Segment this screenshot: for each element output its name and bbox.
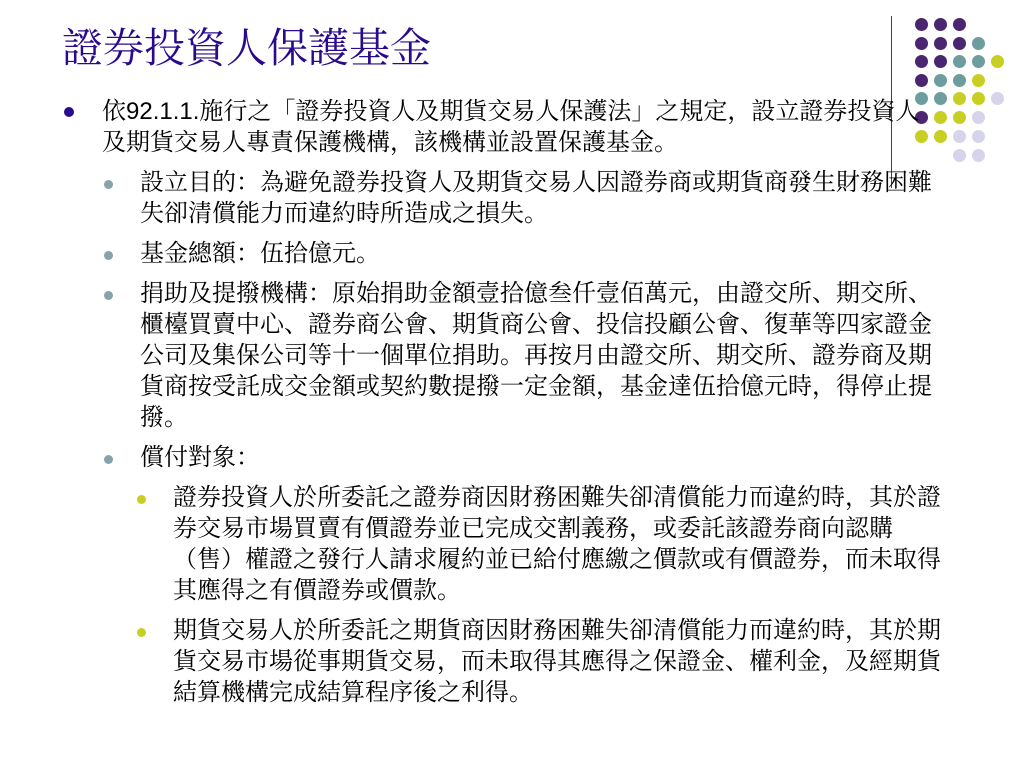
slide-body bbox=[62, 96, 962, 718]
decorative-dot bbox=[934, 18, 947, 31]
decorative-dot bbox=[972, 111, 985, 124]
bullet-icon bbox=[137, 495, 146, 504]
bullet-text: 期貨交易人於所委託之期貨商因財務困難失卻清償能力而違約時，其於期貨交易市場從事期貨交易，而未取得其應得之保證金、權利金，及經期貨結算機構完成結算程序後之利得。 bbox=[173, 618, 941, 706]
decorative-dot bbox=[934, 55, 947, 68]
bullet-text: 基金總額：伍拾億元。 bbox=[140, 241, 380, 267]
bullet-item-futures-traders bbox=[62, 616, 943, 709]
bullet-item-compensation-targets bbox=[62, 443, 942, 474]
decorative-dot bbox=[972, 74, 985, 87]
bullet-item-level1 bbox=[62, 96, 936, 159]
decorative-dot bbox=[915, 37, 928, 50]
decorative-dot bbox=[953, 37, 966, 50]
decorative-dot bbox=[972, 149, 985, 162]
bullet-text: 設立目的：為避免證券投資人及期貨交易人因證券商或期貨商發生財務困難失卻清償能力而違約時所造成之損失。 bbox=[140, 170, 932, 227]
bullet-icon bbox=[64, 107, 74, 117]
bullet-text: 償付對象： bbox=[140, 445, 260, 471]
bullet-item-fund-total bbox=[62, 239, 942, 270]
bullet-prefix: 依 bbox=[102, 99, 126, 125]
bullet-text: 捐助及提撥機構：原始捐助金額壹拾億叁仟壹佰萬元，由證交所、期交所、櫃檯買賣中心、證券商公會、期貨商公會、投信投顧公會、復華等四家證金公司及集保公司等十一個單位捐助。再按月由證交所、期交所、證券商及期貨商按受託成交金額或契約數提撥一定金額，基金達伍拾億元時，得停止提撥。 bbox=[140, 281, 932, 431]
decorative-dot bbox=[915, 18, 928, 31]
bullet-text: 施行之「證券投資人及期貨交易人保護法」之規定，設立證券投資人及期貨交易人專責保護機構，該機構並設置保護基金。 bbox=[102, 99, 920, 156]
decorative-dot bbox=[934, 74, 947, 87]
decorative-dot bbox=[972, 92, 985, 105]
bullet-icon bbox=[137, 628, 146, 637]
decorative-dot bbox=[991, 55, 1004, 68]
decorative-dot bbox=[915, 74, 928, 87]
decorative-dot bbox=[972, 130, 985, 143]
bullet-text: 證券投資人於所委託之證券商因財務困難失卻清償能力而違約時，其於證券交易市場買賣有價證券並已完成交割義務，或委託該證券商向認購（售）權證之發行人請求履約並已給付應繳之價款或有價證券，而未取得其應得之有價證券或價款。 bbox=[173, 485, 941, 604]
bullet-icon bbox=[104, 251, 113, 260]
decorative-dot bbox=[972, 37, 985, 50]
slide-title: 證券投資人保護基金 bbox=[62, 25, 431, 71]
bullet-item-donors bbox=[62, 279, 942, 434]
decorative-dot bbox=[953, 18, 966, 31]
decorative-dot bbox=[953, 74, 966, 87]
bullet-item-purpose bbox=[62, 168, 942, 230]
decorative-dot bbox=[972, 55, 985, 68]
date-number: 92.1.1. bbox=[126, 98, 200, 125]
bullet-icon bbox=[104, 180, 113, 189]
decorative-dot bbox=[934, 37, 947, 50]
bullet-item-securities-investors bbox=[62, 483, 943, 607]
bullet-icon bbox=[104, 291, 113, 300]
decorative-dot bbox=[953, 55, 966, 68]
decorative-dot bbox=[915, 55, 928, 68]
bullet-icon bbox=[104, 455, 113, 464]
decorative-dot bbox=[991, 92, 1004, 105]
